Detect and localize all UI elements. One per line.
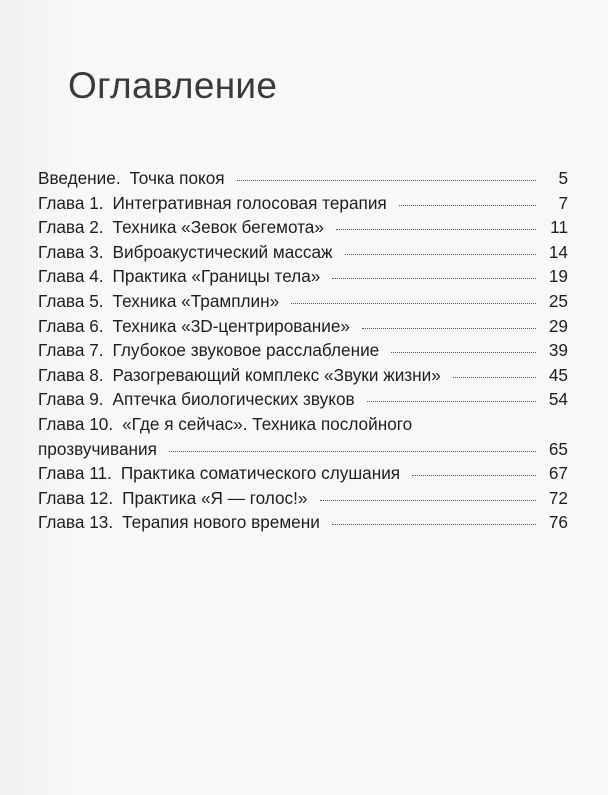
toc-entry[interactable] xyxy=(38,486,568,511)
entry-number: Глава 10. xyxy=(38,413,114,434)
dot-leader xyxy=(367,401,536,402)
entry-page: 72 xyxy=(548,487,568,508)
toc-entry[interactable] xyxy=(38,338,568,363)
entry-number: Глава 4. xyxy=(38,266,104,287)
entry-page: 14 xyxy=(548,241,568,262)
dot-leader xyxy=(332,278,536,279)
dot-leader xyxy=(237,180,536,181)
dot-leader xyxy=(336,229,536,230)
dot-leader xyxy=(399,205,536,206)
dot-leader xyxy=(332,524,536,525)
dot-leader xyxy=(169,451,536,452)
table-of-contents xyxy=(38,166,568,535)
entry-number: Глава 6. xyxy=(38,315,104,336)
toc-entry[interactable] xyxy=(38,461,568,486)
entry-title: Интегративная голосовая терапия xyxy=(112,192,387,213)
entry-number: Глава 11. xyxy=(38,463,112,484)
toc-entry[interactable] xyxy=(38,289,568,314)
toc-entry-continuation[interactable] xyxy=(38,437,568,462)
toc-entry[interactable] xyxy=(38,215,568,240)
entry-number: Глава 13. xyxy=(38,512,114,533)
entry-number: Глава 9. xyxy=(38,389,104,410)
entry-page: 5 xyxy=(558,168,568,188)
entry-page: 29 xyxy=(548,315,568,336)
entry-title: Техника «3D-центрирование» xyxy=(112,315,350,336)
toc-entry[interactable] xyxy=(38,363,568,388)
toc-entry[interactable] xyxy=(38,314,568,339)
entry-title: Практика «Границы тела» xyxy=(112,266,321,287)
entry-title: Точка покоя xyxy=(129,168,225,188)
entry-page: 11 xyxy=(550,217,568,238)
entry-title: Виброакустический массаж xyxy=(112,241,333,262)
toc-entry[interactable] xyxy=(38,510,568,535)
toc-entry[interactable] xyxy=(38,240,568,265)
entry-title: Практика «Я — голос!» xyxy=(122,487,308,508)
toc-entry[interactable] xyxy=(38,166,568,191)
entry-title: Терапия нового времени xyxy=(122,512,320,533)
entry-title-continuation: прозвучивания xyxy=(38,438,157,459)
entry-number: Глава 8. xyxy=(38,364,104,385)
entry-title: Глубокое звуковое расслабление xyxy=(112,340,380,361)
entry-page: 7 xyxy=(558,192,568,213)
entry-number: Глава 7. xyxy=(38,340,104,361)
entry-page: 19 xyxy=(548,266,568,287)
entry-page: 76 xyxy=(548,512,568,533)
entry-page: 54 xyxy=(548,389,568,410)
entry-page: 65 xyxy=(548,438,568,459)
entry-title: Техника «Трамплин» xyxy=(112,290,280,311)
entry-page: 39 xyxy=(548,340,568,361)
toc-entry[interactable] xyxy=(38,387,568,412)
dot-leader xyxy=(291,303,536,304)
dot-leader xyxy=(362,328,536,329)
entry-page: 25 xyxy=(548,290,568,311)
entry-title: Практика соматического слушания xyxy=(120,463,401,484)
dot-leader xyxy=(320,500,537,501)
toc-entry[interactable] xyxy=(38,191,568,216)
entry-number: Глава 1. xyxy=(38,192,104,213)
entry-title: Аптечка биологических звуков xyxy=(112,389,355,410)
entry-title: Разогревающий комплекс «Звуки жизни» xyxy=(112,364,441,385)
entry-number: Глава 5. xyxy=(38,290,104,311)
entry-number: Глава 3. xyxy=(38,241,104,262)
entry-number: Введение. xyxy=(38,168,121,188)
dot-leader xyxy=(345,254,536,255)
toc-entry[interactable] xyxy=(38,264,568,289)
entry-page: 67 xyxy=(548,463,568,484)
entry-number: Глава 12. xyxy=(38,487,114,508)
dot-leader xyxy=(391,352,536,353)
entry-number: Глава 2. xyxy=(38,217,104,238)
entry-title: Техника «Зевок бегемота» xyxy=(112,217,324,238)
entry-title: «Где я сейчас». Техника послойного xyxy=(122,413,413,434)
entry-page: 45 xyxy=(548,364,568,385)
toc-entry[interactable] xyxy=(38,412,568,437)
dot-leader xyxy=(412,475,536,476)
dot-leader xyxy=(453,377,536,378)
page-title: Оглавление xyxy=(68,65,278,106)
